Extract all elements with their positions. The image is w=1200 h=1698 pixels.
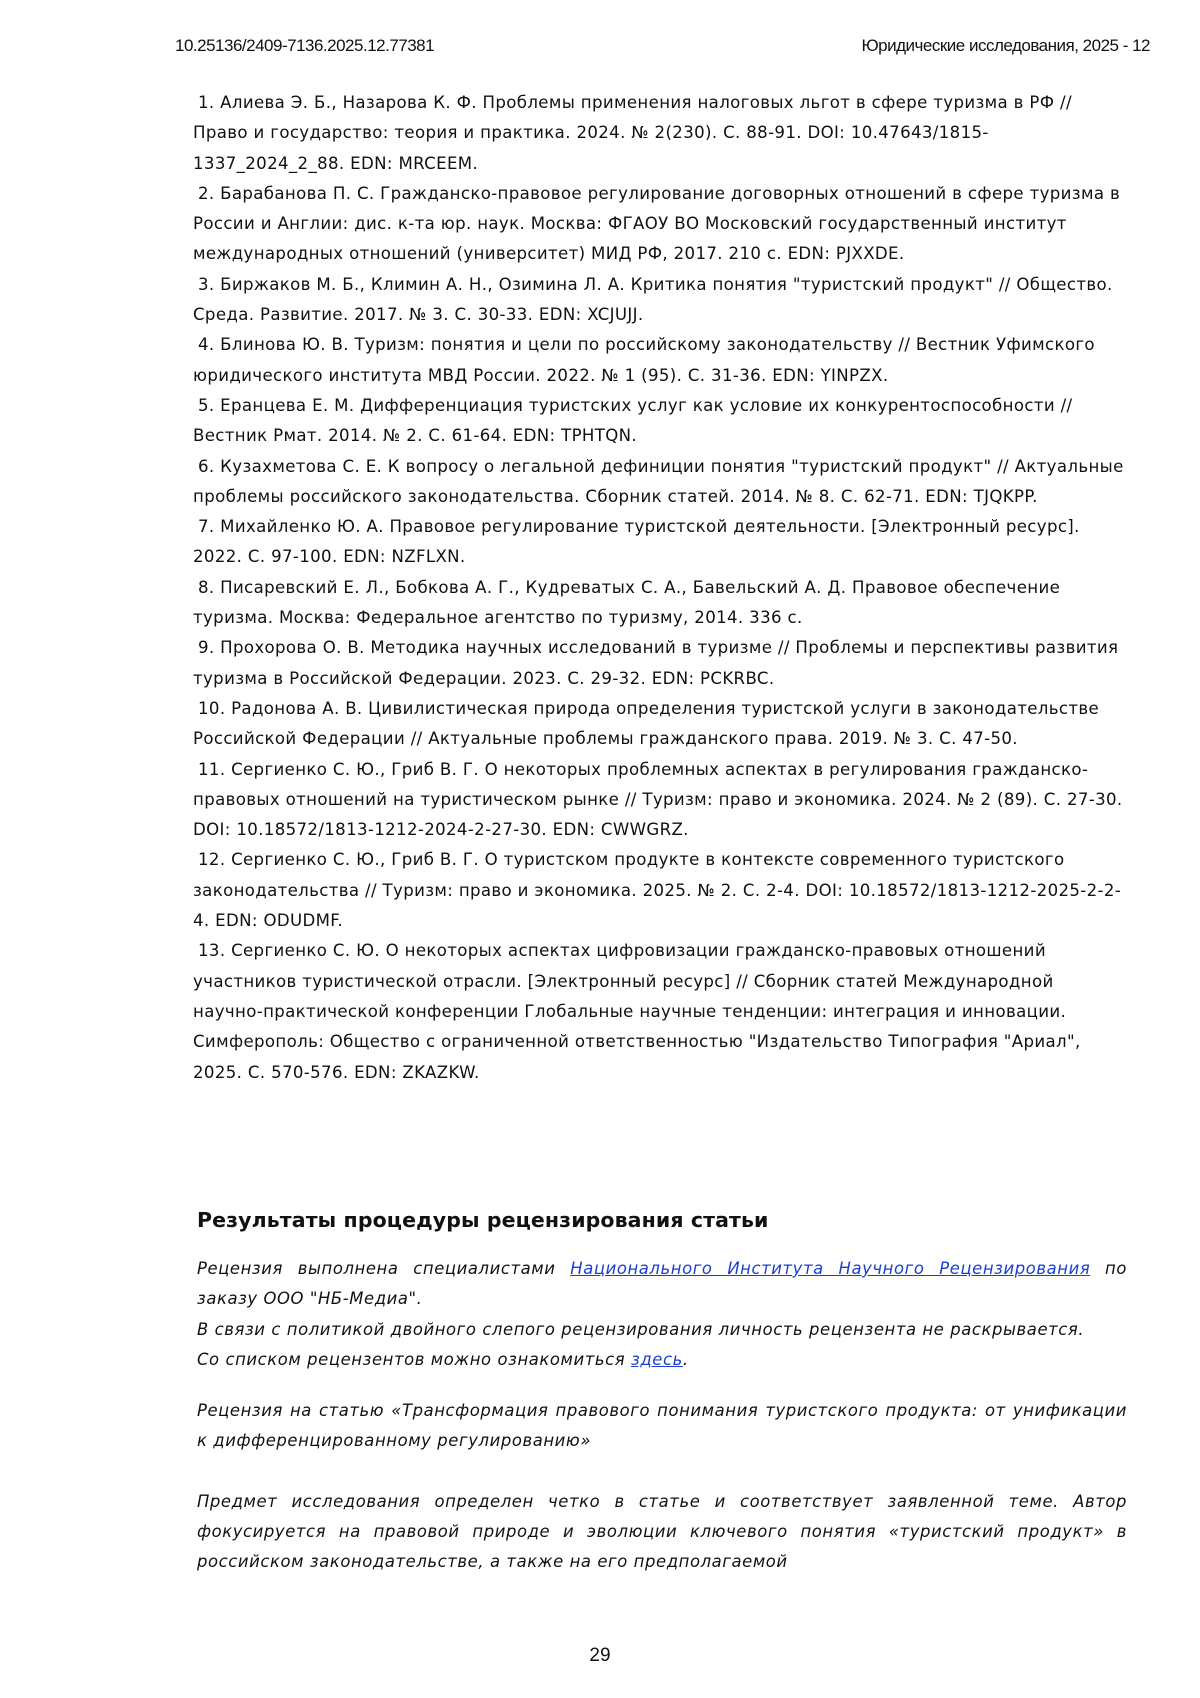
reviewers-link[interactable]: здесь	[631, 1349, 683, 1369]
page-number: 29	[589, 1645, 611, 1666]
blind-review-paragraph: В связи с политикой двойного слепого рецензирования личность рецензента не раскрывается.	[197, 1319, 1085, 1339]
review-text: Со списком рецензентов можно ознакомиться	[197, 1349, 632, 1369]
reference-list	[193, 88, 1128, 1088]
reference-item: 11. Сергиенко С. Ю., Гриб В. Г. О некоторых проблемных аспектах в регулирования гражданско-правовых отношений на туристическом рынке // Туризм: право и экономика. 2024. № 2 (89). С. 27-30. DOI: 10.18572/1813-1212-2024-2-27-30. EDN: CWWGRZ.	[193, 759, 1123, 840]
review-heading: Результаты процедуры рецензирования статьи	[197, 1208, 769, 1232]
reference-item: 13. Сергиенко С. Ю. О некоторых аспектах цифровизации гражданско-правовых отношений участников туристической отрасли. [Электронный ресурс] // Сборник статей Международной научно-практической конференции Глобальные научные тенденции: интеграция и инновации. Симферополь: Общество с ограниченной ответственностью "Издательство Типография "Ариал", 2025. С. 570-576. EDN: ZKAZKW.	[193, 941, 1081, 1082]
reviewers-list-paragraph	[197, 1345, 1127, 1375]
review-text: .	[682, 1349, 689, 1369]
reference-item: 3. Биржаков М. Б., Климин А. Н., Озимина Л. А. Критика понятия "туристский продукт" // Общество. Среда. Развитие. 2017. № 3. С. 30-33. EDN: XCJUJJ.	[193, 274, 1113, 325]
reference-item: 7. Михайленко Ю. А. Правовое регулирование туристской деятельности. [Электронный ресурс]. 2022. С. 97-100. EDN: NZFLXN.	[193, 517, 1080, 567]
running-head	[175, 36, 1150, 56]
reference-item: 5. Еранцева Е. М. Дифференциация туристских услуг как условие их конкурентоспособности // Вестник Рмат. 2014. № 2. С. 61-64. EDN: TPHTQN.	[193, 395, 1073, 446]
reference-item: 12. Сергиенко С. Ю., Гриб В. Г. О туристском продукте в контексте современного туристского законодательства // Туризм: право и экономика. 2025. № 2. С. 2-4. DOI: 10.18572/1813-1212-2025-2-2-4. EDN: ODUDMF.	[193, 850, 1122, 931]
review-subject-paragraph: Предмет исследования определен четко в статье и соответствует заявленной теме. Автор фокусируется на правовой природе и эволюции ключевого понятия «туристский продукт» в российском законодательстве, а также на его предполагаемой	[197, 1491, 1127, 1572]
doi-label: 10.25136/2409-7136.2025.12.77381	[175, 36, 435, 55]
review-title-paragraph: Рецензия на статью «Трансформация правового понимания туристского продукта: от унификации к дифференцированному регулированию»	[197, 1401, 1127, 1451]
reference-item: 1. Алиева Э. Б., Назарова К. Ф. Проблемы применения налоговых льгот в сфере туризма в РФ // Право и государство: теория и практика. 2024. № 2(230). С. 88-91. DOI: 10.47643/1815-1337_2024_2_88. EDN: MRCEEM.	[193, 93, 1072, 173]
reference-item: 10. Радонова А. В. Цивилистическая природа определения туристской услуги в законодательстве Российской Федерации // Актуальные проблемы гражданского права. 2019. № 3. С. 47-50.	[193, 698, 1100, 749]
reference-item: 8. Писаревский Е. Л., Бобкова А. Г., Кудреватых С. А., Бавельский А. Д. Правовое обеспечение туризма. Москва: Федеральное агентство по туризму, 2014. 336 с.	[193, 577, 1061, 628]
review-text: Рецензия выполнена специалистами	[197, 1259, 571, 1278]
review-performer-paragraph	[197, 1254, 1127, 1315]
review-section	[197, 1208, 1127, 1578]
reference-item: 4. Блинова Ю. В. Туризм: понятия и цели по российскому законодательству // Вестник Уфимского юридического института МВД России. 2022. № 1 (95). С. 31-36. EDN: YINPZX.	[193, 335, 1095, 385]
reference-item: 9. Прохорова О. В. Методика научных исследований в туризме // Проблемы и перспективы развития туризма в Российской Федерации. 2023. С. 29-32. EDN: PCKRBC.	[193, 638, 1119, 688]
journal-title: Юридические исследования, 2025 - 12	[861, 36, 1150, 55]
review-text: по заказу ООО "НБ-Медиа".	[197, 1259, 1127, 1309]
reference-item: 6. Кузахметова С. Е. К вопросу о легальной дефиниции понятия "туристский продукт" // Актуальные проблемы российского законодательства. Сборник статей. 2014. № 8. С. 62-71. EDN: TJQKPP.	[193, 456, 1124, 506]
reference-item: 2. Барабанова П. С. Гражданско-правовое регулирование договорных отношений в сфере туризма в России и Англии: дис. к-та юр. наук. Москва: ФГАОУ ВО Московский государственный институт международных отношений (университет) МИД РФ, 2017. 210 с. EDN: PJXXDE.	[193, 183, 1121, 264]
institute-link[interactable]: Национального Института Научного Рецензирования	[570, 1259, 1091, 1278]
